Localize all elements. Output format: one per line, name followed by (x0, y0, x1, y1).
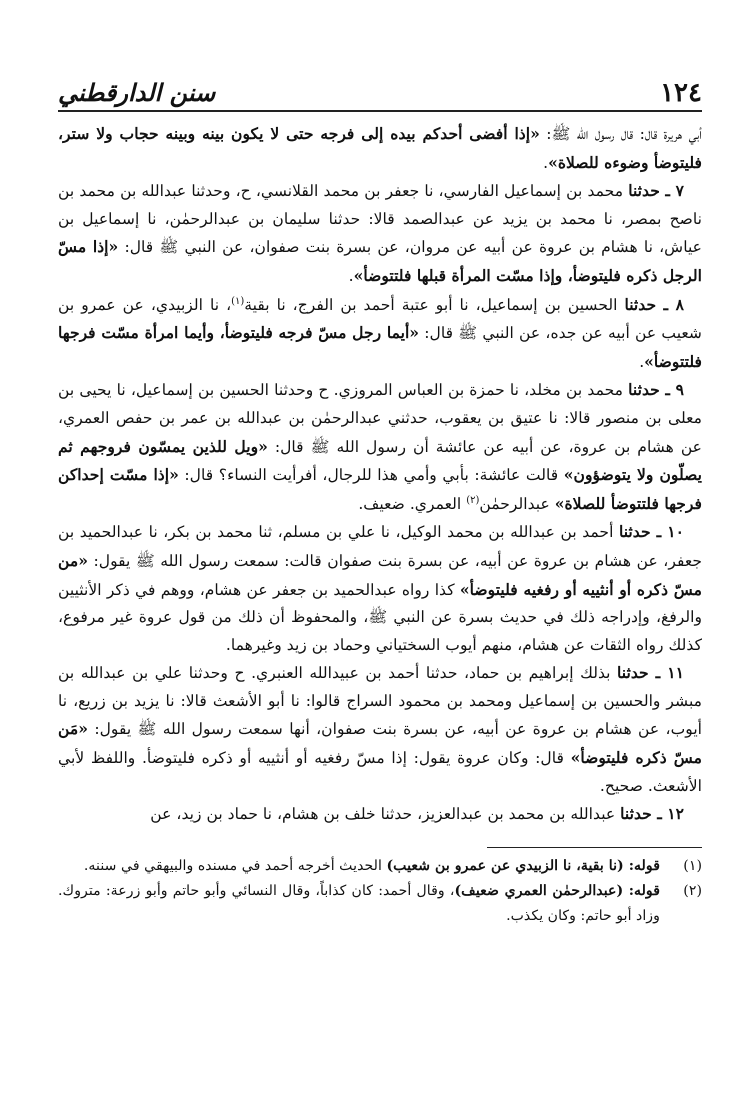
text-segment: أبي هريرة قال: قال رسول الله ﷺ: (539, 125, 702, 143)
text-segment: العمري. ضعيف. (358, 494, 467, 513)
bold-text-segment: ٩ ـ حدثنا (628, 380, 684, 400)
page-number: ١٢٤ (660, 78, 702, 108)
paragraph-p12 (58, 800, 702, 829)
footnote-2 (58, 879, 702, 929)
bold-text-segment: «ويل للذين يمسّون فروجهم ثم يصلّون ولا يتوضؤون» (58, 436, 702, 485)
text-segment: عبدالله بن محمد بن عبدالعزيز، حدثنا خلف بن هشام، نا حماد بن زيد، عن (150, 805, 621, 824)
text-segment: أحمد بن عبدالله بن محمد الوكيل، نا علي بن مسلم، ثنا محمد بن بكر، نا عبدالحميد بن جعفر، عن هشام بن عروة عن أبيه، عن بسرة بنت صفوان قالت: سمعت رسول الله ﷺ يقول: (58, 523, 702, 570)
text-segment: الحديث أخرجه أحمد في مسنده والبيهقي في سننه. (83, 857, 387, 874)
bold-text-segment: «إذا مسّ الرجل ذكره فليتوضأ، وإذا مسّت المرأة قبلها فلتتوضأ» (58, 237, 702, 285)
bold-text-segment: ٧ ـ حدثنا (628, 181, 684, 201)
bold-text-segment: قوله: (نا بقية، نا الزبيدي عن عمرو بن شعيب) (386, 857, 660, 874)
text-segment: كذا رواه عبدالحميد بن جعفر عن هشام، ووهم في ذكر الأنثيين والرفغ، وإدراجه ذلك في حديث بسرة عن النبي ﷺ، والمحفوظ أن ذلك من قول عروة غير مرفوع، كذلك رواه الثقات عن هشام، منهم أيوب السختياني وحماد بن زيد وغيرهما. (58, 580, 702, 654)
text-segment: محمد بن إسماعيل الفارسي، نا جعفر بن محمد القلانسي، ح، وحدثنا عبدالله بن محمد بن ناصح بمصر، نا محمد بن يزيد عن عبدالصمد قالا: حدثنا سليمان بن عبدالرحمٰن، نا إسماعيل بن عياش، نا هشام بن عروة عن أبيه عن مروان، عن بسرة بنت صفوان، عن النبي ﷺ قال: (58, 182, 702, 257)
text-segment: ، نا الزبيدي، عن عمرو بن شعيب عن أبيه عن جده، عن النبي ﷺ قال: (58, 295, 702, 343)
text-segment: قال: وكان عروة يقول: إذا مسّ رفغيه أو أنثييه أو ذكره فليتوضأ. واللفظ لأبي الأشعث. صحيح. (58, 749, 702, 795)
text-segment: . (348, 266, 354, 285)
bold-text-segment: «إذا أفضى أحدكم بيده إلى فرجه حتى لا يكون بينه وبينه حجاب ولا ستر، فليتوضأ وضوءه للصلاة» (58, 124, 702, 172)
paragraph-p9 (58, 376, 702, 518)
footnote-text (58, 854, 660, 879)
bold-text-segment: ١١ ـ حدثنا (617, 663, 684, 683)
paragraph-p8 (58, 291, 702, 377)
footnote-text (58, 879, 660, 929)
bold-text-segment: قوله: (عبدالرحمٰن العمري ضعيف) (454, 882, 661, 899)
page-header (58, 62, 702, 112)
paragraph-p10 (58, 518, 702, 659)
footnotes (58, 854, 702, 929)
bold-text-segment: ١٠ ـ حدثنا (618, 522, 684, 542)
text-segment: . (639, 352, 645, 371)
running-title: سنن الدارقطني (58, 78, 216, 107)
text-segment: بذلك إبراهيم بن حماد، حدثنا أحمد بن عبيدالله العنبري. ح وحدثنا علي بن عبدالله بن مبشر والحسين بن إسماعيل ومحمد بن محمود السراج قالوا: نا أبو الأشعث قالا: نا يزيد بن زريع، نا أيوب، عن هشام بن عروة عن أبيه، عن بسرة بنت صفوان، أنها سمعت رسول الله ﷺ يقول: (58, 664, 702, 739)
text-segment: عبدالرحمٰن (479, 494, 555, 513)
text-segment: ، وقال أحمد: كان كذاباً، وقال النسائي وأبو حاتم وأبو زرعة: متروك. وزاد أبو حاتم: وكان يكذب. (58, 882, 660, 924)
footnote-1 (58, 854, 702, 879)
main-text (58, 120, 702, 829)
footnote-ref: (٢) (466, 494, 480, 506)
text-segment: قالت عائشة: بأبي وأمي هذا للرجال، أفرأيت النساء؟ قال: (178, 466, 564, 485)
book-page (58, 62, 702, 929)
footnote-divider (487, 847, 702, 848)
bold-text-segment: ١٢ ـ حدثنا (620, 804, 684, 824)
footnote-number: (١) (683, 857, 702, 874)
bold-text-segment: «من مسّ ذكره أو أنثييه أو رفغيه فليتوضأ» (58, 550, 702, 599)
text-segment: الحسين بن إسماعيل، نا أبو عتبة أحمد بن الفرج، نا بقية (244, 295, 625, 314)
text-segment: محمد بن مخلد، نا حمزة بن العباس المروزي. ح وحدثنا الحسين بن إسماعيل، نا يحيى بن معلى بن منصور قالا: نا عتيق بن يعقوب، حدثني عبدالرحمٰن بن عبدالله بن عمر بن حفص العمري، عن هشام بن عروة، عن أبيه عن عائشة أن رسول الله ﷺ قال: (58, 381, 702, 456)
footnote-number: (٢) (683, 882, 702, 899)
paragraph-p7 (58, 177, 702, 290)
bold-text-segment: «مَن مسّ ذكره فليتوضأ» (58, 719, 703, 768)
paragraph-p0 (58, 120, 702, 177)
paragraph-p11 (58, 659, 702, 800)
footnote-ref: (١) (231, 295, 245, 307)
bold-text-segment: ٨ ـ حدثنا (624, 294, 684, 314)
text-segment: . (543, 153, 549, 172)
bold-text-segment: «إذا مسّت إحداكن فرجها فلتتوضأ للصلاة» (58, 465, 702, 513)
bold-text-segment: «أيما رجل مسّ فرجه فليتوضأ، وأيما امرأة مسّت فرجها فلتتوضأ» (58, 323, 702, 371)
